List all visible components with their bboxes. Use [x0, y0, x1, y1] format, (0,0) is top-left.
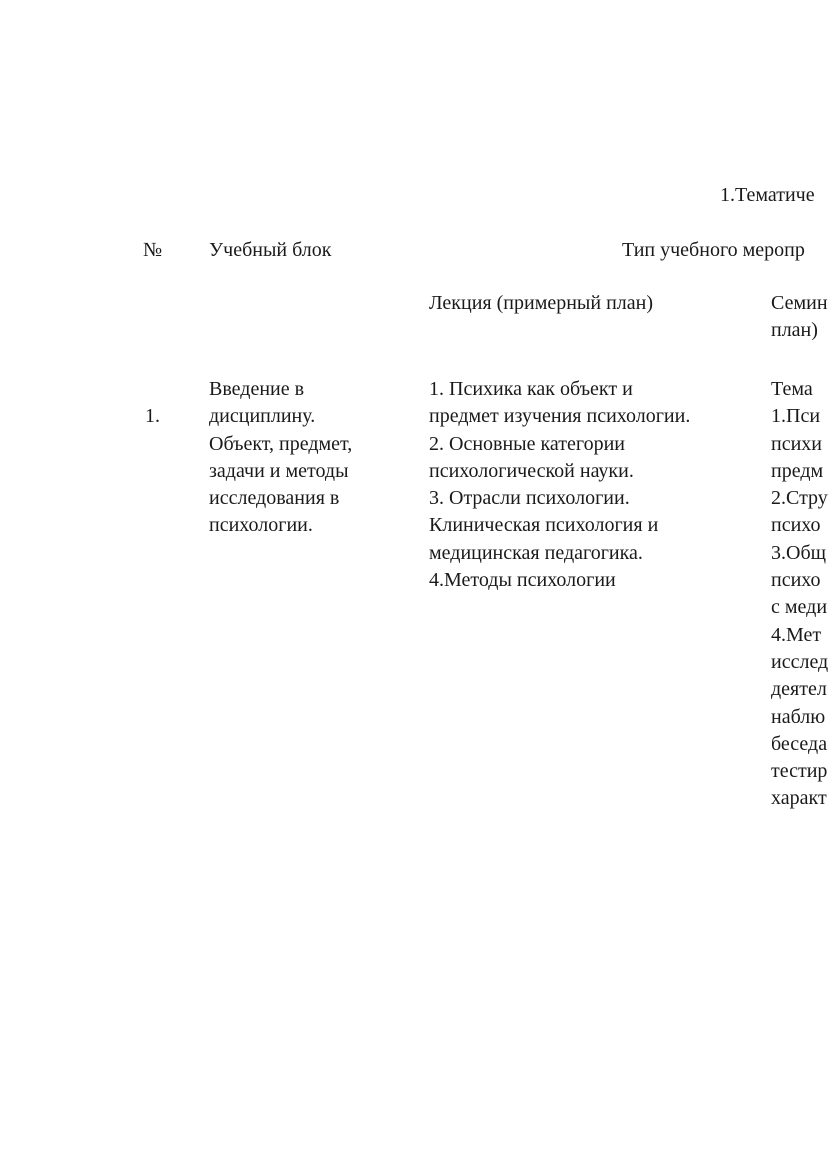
lecture-line: 3. Отрасли психологии.: [429, 487, 630, 510]
seminar-line: 3.Общ: [771, 541, 827, 564]
seminar-line: наблю: [771, 705, 826, 728]
lecture-line: 2. Основные категории: [429, 432, 625, 455]
seminar-line: деятел: [771, 678, 827, 701]
header-lecture: Лекция (примерный план): [429, 292, 653, 314]
seminar-line: 4.Мет: [771, 623, 822, 646]
block-line: исследования в: [209, 487, 340, 510]
block-line: психологии.: [209, 514, 313, 537]
header-seminar-line: Семин: [771, 292, 828, 314]
header-activity-type: Тип учебного меропр: [622, 239, 805, 261]
seminar-line: характ: [771, 787, 827, 810]
row-number: 1.: [145, 405, 160, 427]
seminar-line: предм: [771, 459, 824, 482]
header-study-block: Учебный блок: [209, 239, 332, 261]
seminar-line: психо: [771, 514, 821, 537]
seminar-line: с меди: [771, 596, 828, 619]
block-line: задачи и методы: [209, 459, 349, 482]
seminar-line: 1.Пси: [771, 405, 821, 428]
block-line: Объект, предмет,: [209, 432, 353, 455]
lecture-line: 4.Методы психологии: [429, 569, 616, 592]
lecture-line: медицинская педагогика.: [429, 541, 643, 564]
seminar-line: исслед: [771, 650, 829, 673]
header-number: №: [143, 239, 163, 261]
lecture-line: предмет изучения психологии.: [429, 405, 691, 428]
seminar-line: беседа: [771, 732, 828, 755]
row-seminar-plan: [771, 376, 828, 813]
seminar-line: психо: [771, 569, 821, 592]
row-lecture-plan: [429, 376, 690, 594]
header-seminar: [771, 290, 828, 345]
row-study-block: [209, 376, 352, 540]
lecture-line: Клиническая психология и: [429, 514, 659, 537]
lecture-line: психологической науки.: [429, 459, 634, 482]
lecture-line: 1. Психика как объект и: [429, 378, 633, 400]
block-line: дисциплину.: [209, 405, 316, 428]
seminar-line: тестир: [771, 760, 828, 783]
block-line: Введение в: [209, 378, 305, 400]
header-seminar-line: план): [771, 319, 818, 342]
document-title: 1.Тематиче: [720, 184, 815, 206]
seminar-line: Тема: [771, 378, 813, 400]
seminar-line: психи: [771, 432, 822, 455]
seminar-line: 2.Стру: [771, 487, 828, 510]
